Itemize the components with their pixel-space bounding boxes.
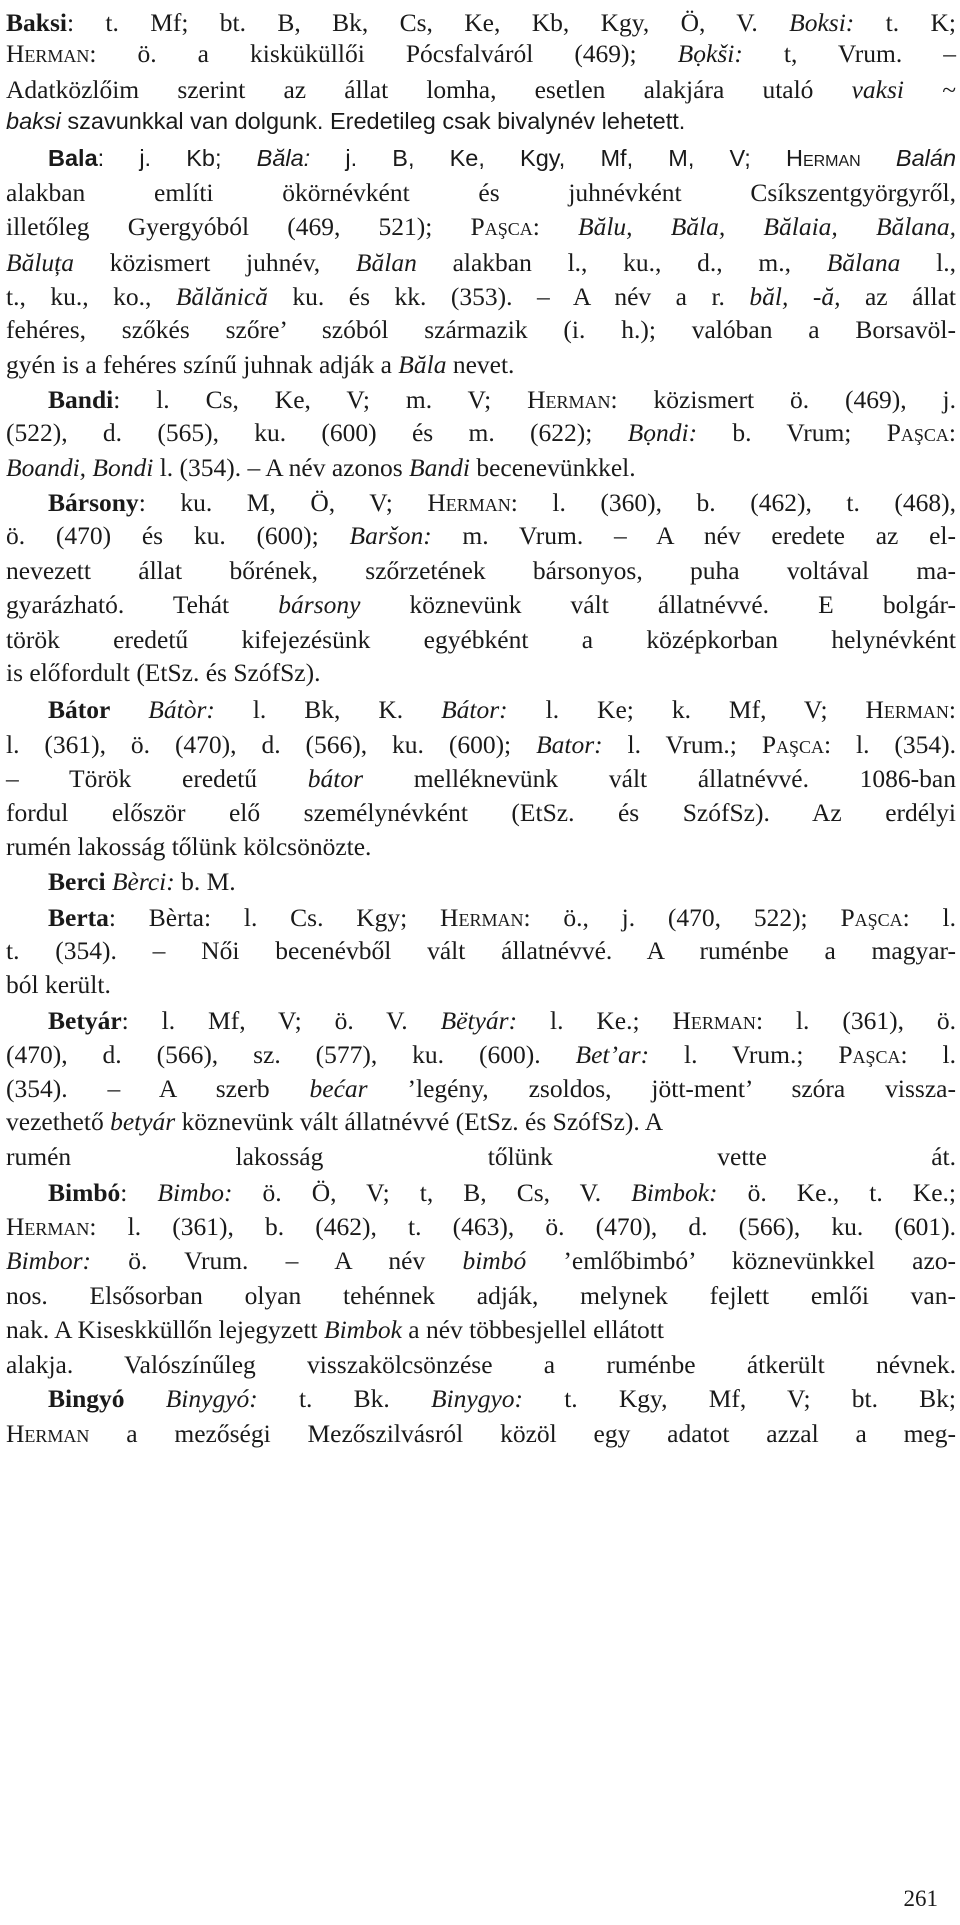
headword: Berta (48, 903, 109, 932)
text-line (48, 383, 956, 417)
italic-form: Bimbok: (631, 1178, 718, 1207)
text-line (6, 1348, 956, 1382)
italic-form: bimbó (462, 1246, 527, 1275)
text-run (861, 145, 896, 171)
italic-form: Bọndi: (627, 418, 698, 447)
source-name: Herman (440, 903, 524, 932)
text-run: m. Vrum. – A név eredete az el- (431, 521, 957, 550)
text-run: ból került. (6, 970, 111, 999)
text-line (6, 451, 956, 485)
text-run: l. (361), ö. (470), d. (566), ku. (600); (6, 730, 537, 759)
italic-form: Bëtyár: (440, 1006, 518, 1035)
text-run: gyarázható. Tehát (6, 590, 279, 619)
text-line (6, 1417, 956, 1451)
text-run: illetőleg Gyergyóból (469, 521); (6, 212, 471, 241)
headword: Baksi (6, 8, 67, 37)
text-line (6, 519, 956, 553)
text-line (6, 830, 956, 864)
source-name: Herman (527, 385, 611, 414)
text-line (6, 554, 956, 588)
text-line (48, 1382, 956, 1416)
text-run: alakban l., ku., d., m., (416, 248, 827, 277)
text-line (6, 656, 956, 690)
italic-form: Bátor: (441, 695, 508, 724)
source-name: Herman (6, 1212, 90, 1241)
italic-form: bátor (307, 764, 364, 793)
text-run: szavunkkal van dolgunk. Eredetileg csak bivalynév lehetett. (60, 108, 686, 134)
text-line (48, 1004, 956, 1038)
text-line (6, 104, 956, 138)
text-run: fordul először elő személynévként (EtSz. és SzófSz). Az erdélyi (6, 798, 956, 827)
italic-form: bársony (278, 590, 361, 619)
source-name: Herman (427, 488, 511, 517)
text-run: : l. (902, 903, 956, 932)
text-line (6, 280, 956, 314)
text-run: az állat (840, 282, 956, 311)
dictionary-page (6, 6, 956, 1921)
text-run: b. Vrum; (697, 418, 887, 447)
italic-form: baksi (6, 108, 61, 134)
text-line (6, 6, 956, 40)
text-run: t. Kgy, Mf, V; bt. Bk; (523, 1384, 957, 1413)
italic-form: Bălu, Băla, Bălaia, Bălana, (578, 212, 957, 241)
headword: Betyár (48, 1006, 122, 1035)
text-line (6, 1279, 956, 1313)
text-line (6, 1038, 956, 1072)
text-run: ’emlőbimbó’ köznevünkkel azo- (526, 1246, 957, 1275)
text-run: nevet. (446, 350, 515, 379)
source-name: Paşca (886, 418, 949, 447)
text-line (6, 416, 956, 450)
text-run: : l. (354). (824, 730, 957, 759)
text-run: b. M. (174, 867, 236, 896)
text-run: nevezett állat bőrének, szőrzetének bársonyos, puha voltával ma- (6, 556, 956, 585)
italic-form: Boandi, Bondi (6, 453, 154, 482)
text-run: alakban említi ökörnévként és juhnévként Csíkszentgyörgyről, (6, 178, 956, 207)
text-run: : (532, 212, 579, 241)
source-name: Herman (6, 1419, 90, 1448)
text-run: : ö. a kisküküllői Pócsfalváról (469); (89, 39, 678, 68)
text-run: : (948, 418, 956, 447)
text-run: : l. Mf, V; ö. V. (121, 1006, 441, 1035)
headword: Bimbó (48, 1178, 121, 1207)
text-line (6, 246, 956, 280)
source-name: Paşca (470, 212, 533, 241)
text-line (6, 176, 956, 210)
italic-form: Bator: (536, 730, 603, 759)
text-run: l. Bk, K. (214, 695, 442, 724)
source-name: Paşca (838, 1040, 901, 1069)
text-run: ö. Ke., t. Ke.; (717, 1178, 956, 1207)
text-line (6, 1313, 956, 1347)
text-run: rumén lakosság tőlünk kölcsönözte. (6, 832, 372, 861)
text-run: ~ (904, 75, 956, 104)
text-line (6, 968, 956, 1002)
text-run: – Török eredetű (6, 764, 308, 793)
text-run: ’legény, zsoldos, jött-ment’ szóra vissza- (367, 1074, 956, 1103)
text-run: : j. Kb; (97, 145, 257, 171)
italic-form: Băla (398, 350, 447, 379)
italic-form: Bălan (355, 248, 417, 277)
text-line (6, 1140, 956, 1174)
text-run: l., (900, 248, 956, 277)
source-name: Herman (672, 1006, 756, 1035)
text-line (6, 1072, 956, 1106)
text-run: t. (354). – Női becenévből vált állatnévvé. A ruménbe a magyar- (6, 936, 956, 965)
text-line (6, 73, 956, 107)
text-run: becenevünkkel. (469, 453, 636, 482)
text-run: gyén is a fehéres színű juhnak adják a (6, 350, 399, 379)
text-line (48, 693, 956, 727)
italic-form: Bátòr: (148, 695, 215, 724)
italic-form: Baršon: (349, 521, 432, 550)
text-run: a mezőségi Mezőszilvásról közöl egy adatot azzal a meg- (89, 1419, 956, 1448)
italic-form: vaksi (851, 75, 905, 104)
text-line (6, 1210, 956, 1244)
text-run: vezethető (6, 1107, 111, 1136)
text-run: t. Bk. (257, 1384, 431, 1413)
text-run: (470), d. (566), sz. (577), ku. (600). (6, 1040, 576, 1069)
text-run: nos. Elsősorban olyan tehénnek adják, melynek fejlett emlői van- (6, 1281, 956, 1310)
text-run: l. (354). – A név azonos (153, 453, 410, 482)
text-run (110, 695, 148, 724)
italic-form: Bèrci: (111, 867, 175, 896)
text-run: : l. (361), ö. (755, 1006, 956, 1035)
headword: Bala (48, 145, 98, 171)
italic-form: Bălana (826, 248, 901, 277)
italic-form: betyár (110, 1107, 176, 1136)
text-run: : l. (360), b. (462), t. (468), (510, 488, 956, 517)
text-line (48, 865, 956, 899)
text-run: is előfordult (EtSz. és SzófSz). (6, 658, 321, 687)
text-line (48, 141, 956, 175)
page-number: 261 (903, 1886, 938, 1911)
text-run: köznevünk vált állatnévvé. E bolgár- (360, 590, 956, 619)
text-run: Adatközlőim szerint az állat lomha, esetlen alakjára utaló (6, 75, 852, 104)
italic-form: băl, -ă, (749, 282, 841, 311)
text-run: alakja. Valószínűleg visszakölcsönzése a ruménbe átkerült névnek. (6, 1350, 956, 1379)
italic-form: Binygyo: (430, 1384, 524, 1413)
italic-form: Bandi (409, 453, 470, 482)
headword: Bársony (48, 488, 139, 517)
text-run: köznevünk vált állatnévvé (EtSz. és SzófSz). A (175, 1107, 664, 1136)
text-run: (522), d. (565), ku. (600) és m. (622); (6, 418, 628, 447)
source-name: Herman (6, 39, 90, 68)
text-run: a név többesjellel ellátott (401, 1315, 664, 1344)
italic-form: Bălănică (175, 282, 268, 311)
text-line (6, 796, 956, 830)
headword: Bátor (48, 695, 111, 724)
text-run: (354). – A szerb (6, 1074, 310, 1103)
italic-form: Binygyó: (165, 1384, 258, 1413)
text-run: : ö., j. (470, 522); (523, 903, 841, 932)
text-run: ö. (470) és ku. (600); (6, 521, 350, 550)
italic-form: Bimbor: (6, 1246, 91, 1275)
text-line (6, 313, 956, 347)
italic-form: Bimbok (324, 1315, 402, 1344)
text-line (6, 1105, 956, 1139)
source-name: Paşca (840, 903, 903, 932)
italic-form: Bọkši: (677, 39, 743, 68)
text-run: l. Ke.; (517, 1006, 673, 1035)
text-run: : Bèrta: l. Cs. Kgy; (108, 903, 441, 932)
text-run: rumén lakosság tőlünk vette át. (6, 1142, 956, 1171)
text-run: l. Vrum.; (649, 1040, 839, 1069)
source-name: Herman (785, 145, 861, 171)
text-line (6, 728, 956, 762)
text-line (6, 1244, 956, 1278)
text-run: : közismert ö. (469), j. (610, 385, 956, 414)
text-line (48, 1176, 956, 1210)
text-run: ku. és kk. (353). – A név a r. (267, 282, 750, 311)
text-run: török eredetű kifejezésünk egyébként a középkorban helynévként (6, 625, 956, 654)
italic-form: Bet’ar: (575, 1040, 650, 1069)
text-line (6, 623, 956, 657)
text-run: : ku. M, Ö, V; (138, 488, 428, 517)
text-run: t., ku., ko., (6, 282, 176, 311)
italic-form: Băluța (6, 248, 74, 277)
text-run: fehéres, szőkés szőre’ szóból származik (i. h.); valóban a Borsavöl- (6, 315, 956, 344)
text-run: közismert juhnév, (74, 248, 356, 277)
text-line (6, 762, 956, 796)
text-run: t, Vrum. – (742, 39, 956, 68)
text-line (6, 210, 956, 244)
italic-form: Băla: (256, 145, 311, 171)
source-name: Herman (865, 695, 949, 724)
text-line (6, 588, 956, 622)
text-line (6, 348, 956, 382)
text-run: t. K; (854, 8, 956, 37)
text-run: l. Ke; k. Mf, V; (507, 695, 866, 724)
text-run: ö. Ö, V; t, B, Cs, V. (232, 1178, 632, 1207)
text-run: : l. (900, 1040, 956, 1069)
italic-form: Bimbo: (157, 1178, 233, 1207)
text-run: nak. A Kiseskküllőn lejegyzett (6, 1315, 324, 1344)
italic-form: Boksi: (789, 8, 855, 37)
text-run: melléknevünk vált állatnévvé. 1086-ban (363, 764, 956, 793)
headword: Bandi (48, 385, 114, 414)
headword: Berci (48, 867, 106, 896)
text-run: ö. Vrum. – A név (91, 1246, 463, 1275)
italic-form: Balán (895, 145, 957, 171)
text-run: l. Vrum.; (602, 730, 762, 759)
text-line (48, 901, 956, 935)
text-run (125, 1384, 166, 1413)
text-run: : l. Cs, Ke, V; m. V; (113, 385, 528, 414)
text-run: : t. Mf; bt. B, Bk, Cs, Ke, Kb, Kgy, Ö, V. (66, 8, 790, 37)
text-run: : (120, 1178, 158, 1207)
source-name: Paşca (761, 730, 825, 759)
text-run: j. B, Ke, Kgy, Mf, M, V; (310, 145, 786, 171)
text-run: : (948, 695, 957, 724)
headword: Bingyó (48, 1384, 125, 1413)
text-line (6, 934, 956, 968)
italic-form: bećar (309, 1074, 368, 1103)
text-line (48, 486, 956, 520)
text-line (6, 37, 956, 71)
text-run: : l. (361), b. (462), t. (463), ö. (470), d. (566), ku. (601). (89, 1212, 956, 1241)
